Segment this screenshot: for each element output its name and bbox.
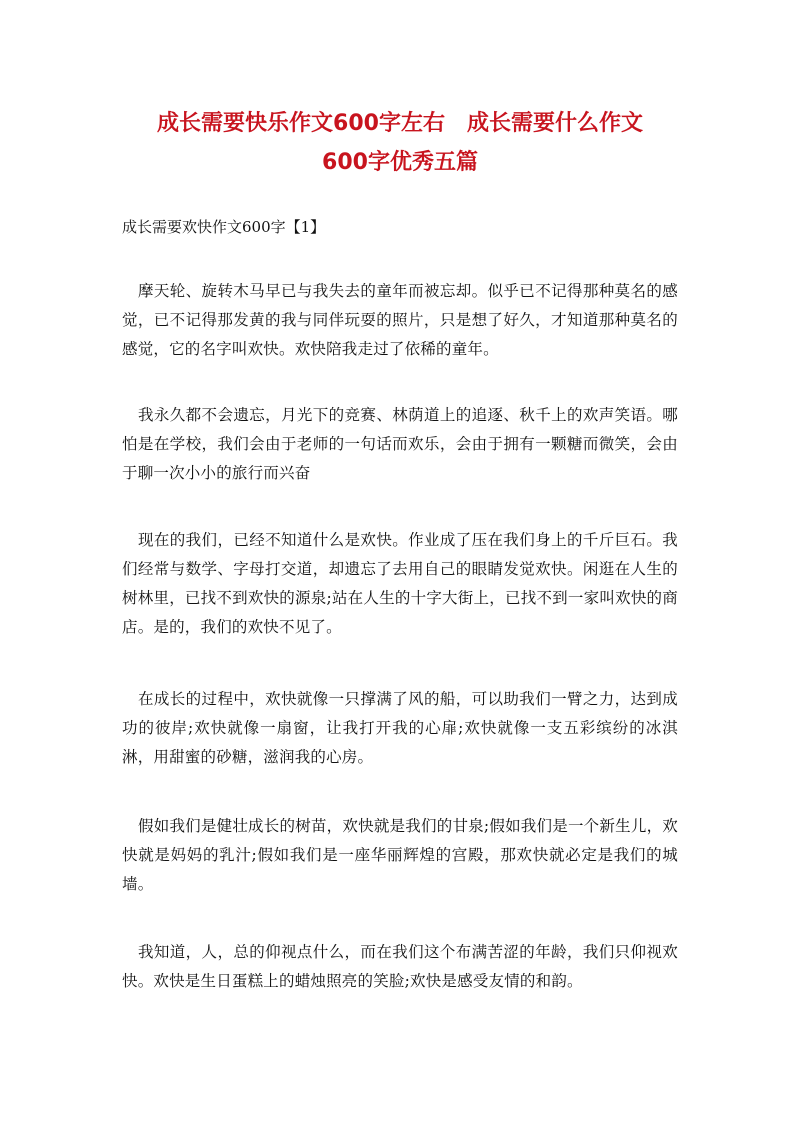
paragraph: 我永久都不会遗忘，月光下的竞赛、林荫道上的追逐、秋千上的欢声笑语。哪怕是在学校，我们会由于老师的一句话而欢乐，会由于拥有一颗糖而微笑，会由于聊一次小小的旅行而兴奋 bbox=[122, 406, 678, 482]
section-heading: 成长需要欢快作文600字【1】 bbox=[122, 218, 326, 236]
paragraph: 现在的我们，已经不知道什么是欢快。作业成了压在我们身上的千斤巨石。我们经常与数学、字母打交道，却遗忘了去用自己的眼睛发觉欢快。闲逛在人生的树林里，已找不到欢快的源泉;站在人生的十字大街上，已找不到一家叫欢快的商店。是的，我们的欢快不见了。 bbox=[122, 531, 678, 636]
title-line-1: 成长需要快乐作文600字左右 成长需要什么作文 bbox=[157, 111, 643, 136]
paragraph: 我知道，人，总的仰视点什么，而在我们这个布满苦涩的年龄，我们只仰视欢快。欢快是生日蛋糕上的蜡烛照亮的笑脸;欢快是感受友情的和韵。 bbox=[122, 943, 678, 990]
title-line-2: 600字优秀五篇 bbox=[322, 150, 478, 175]
document-title bbox=[112, 104, 688, 182]
paragraph: 在成长的过程中，欢快就像一只撑满了风的船，可以助我们一臂之力，达到成功的彼岸;欢快就像一扇窗，让我打开我的心扉;欢快就像一支五彩缤纷的冰淇淋，用甜蜜的砂糖，滋润我的心房。 bbox=[122, 690, 678, 766]
paragraph: 摩天轮、旋转木马早已与我失去的童年而被忘却。似乎已不记得那种莫名的感觉，已不记得那发黄的我与同伴玩耍的照片，只是想了好久，才知道那种莫名的感觉，它的名字叫欢快。欢快陪我走过了依稀的童年。 bbox=[122, 282, 678, 358]
paragraph: 假如我们是健壮成长的树苗，欢快就是我们的甘泉;假如我们是一个新生儿，欢快就是妈妈的乳汁;假如我们是一座华丽辉煌的宫殿，那欢快就必定是我们的城墙。 bbox=[122, 817, 678, 893]
